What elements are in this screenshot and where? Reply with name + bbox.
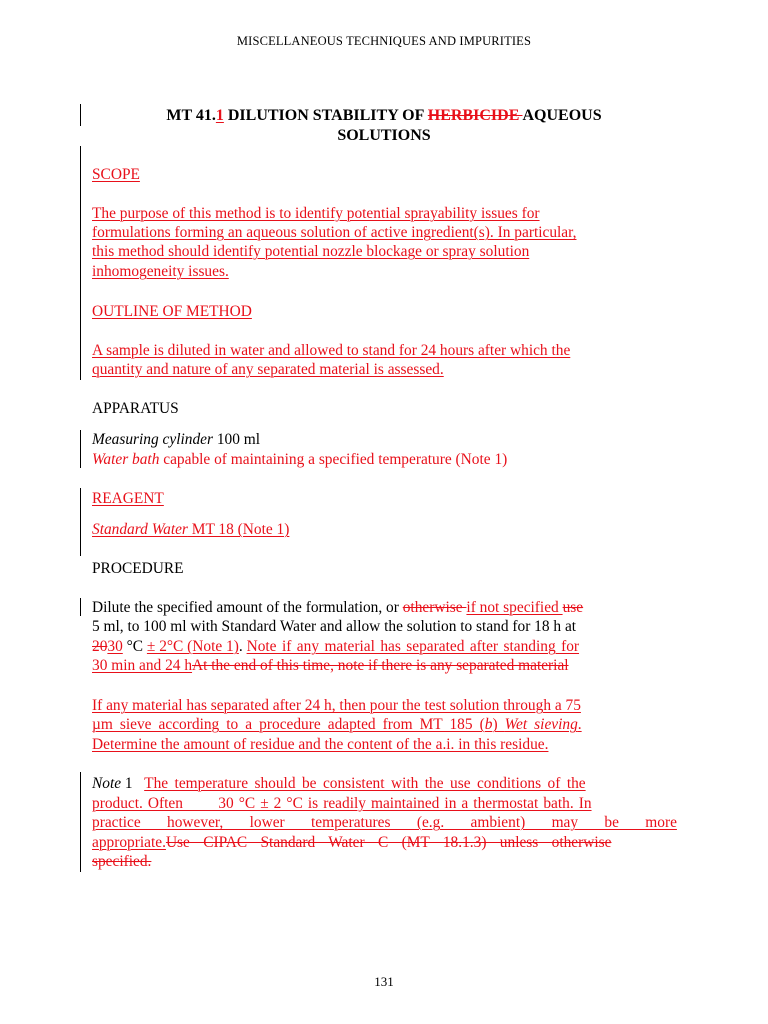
apparatus-item-cylinder: Measuring cylinder 100 ml [92, 431, 260, 448]
procedure-line: 5 ml, to 100 ml with Standard Water and allow the solution to stand for 18 h at [92, 618, 577, 635]
section-heading-procedure: PROCEDURE [92, 560, 184, 577]
running-header: MISCELLANEOUS TECHNIQUES AND IMPURITIES [236, 34, 532, 48]
scope-line: formulations forming an aqueous solution of active ingredient(s). In particular, [92, 224, 577, 241]
page-title: MT 41.1 DILUTION STABILITY OF HERBICIDE AQUEOUS [166, 107, 602, 124]
change-bar [80, 488, 81, 556]
section-heading-reagent: REAGENT [92, 490, 164, 507]
reagent-item: Standard Water MT 18 (Note 1) [92, 521, 290, 538]
note-line: Note 1 The temperature should be consistent with the use conditions of the [92, 775, 586, 792]
section-heading-scope: SCOPE [92, 166, 140, 183]
section-heading-outline: OUTLINE OF METHOD [92, 303, 252, 320]
note-line: appropriate.Use CIPAC Standard Water C (MT 18.1.3) unless otherwise [92, 834, 612, 851]
scope-line: inhomogeneity issues. [92, 263, 229, 280]
change-bar [80, 430, 81, 468]
procedure-line: Dilute the specified amount of the formulation, or otherwise if not specified use [92, 599, 584, 616]
change-bar [80, 772, 81, 872]
scope-line: this method should identify potential nozzle blockage or spray solution [92, 243, 530, 260]
change-bar [80, 598, 81, 616]
note-line: specified. [92, 853, 152, 870]
note-line: practice however, lower temperatures (e.g. ambient) may be more [92, 814, 677, 831]
procedure-line: Determine the amount of residue and the content of the a.i. in this residue. [92, 736, 549, 753]
apparatus-item-water-bath: Water bath capable of maintaining a specified temperature (Note 1) [92, 451, 508, 468]
outline-line: quantity and nature of any separated material is assessed. [92, 361, 444, 378]
section-heading-apparatus: APPARATUS [92, 400, 179, 417]
procedure-line: 30 min and 24 hAt the end of this time, note if there is any separated material [92, 657, 569, 674]
change-bar [80, 146, 81, 380]
scope-line: The purpose of this method is to identify potential sprayability issues for [92, 205, 540, 222]
procedure-line: µm sieve according to a procedure adapted from MT 185 (b) Wet sieving. [92, 716, 582, 733]
page-number: 131 [374, 974, 394, 989]
procedure-line: If any material has separated after 24 h, then pour the test solution through a 75 [92, 697, 581, 714]
page-title-line2: SOLUTIONS [337, 127, 431, 144]
procedure-line: 2030 °C ± 2°C (Note 1). Note if any material has separated after standing for [92, 638, 580, 655]
note-line: product. Often 30 °C ± 2 °C is readily maintained in a thermostat bath. In [92, 795, 592, 812]
outline-line: A sample is diluted in water and allowed to stand for 24 hours after which the [92, 342, 571, 359]
